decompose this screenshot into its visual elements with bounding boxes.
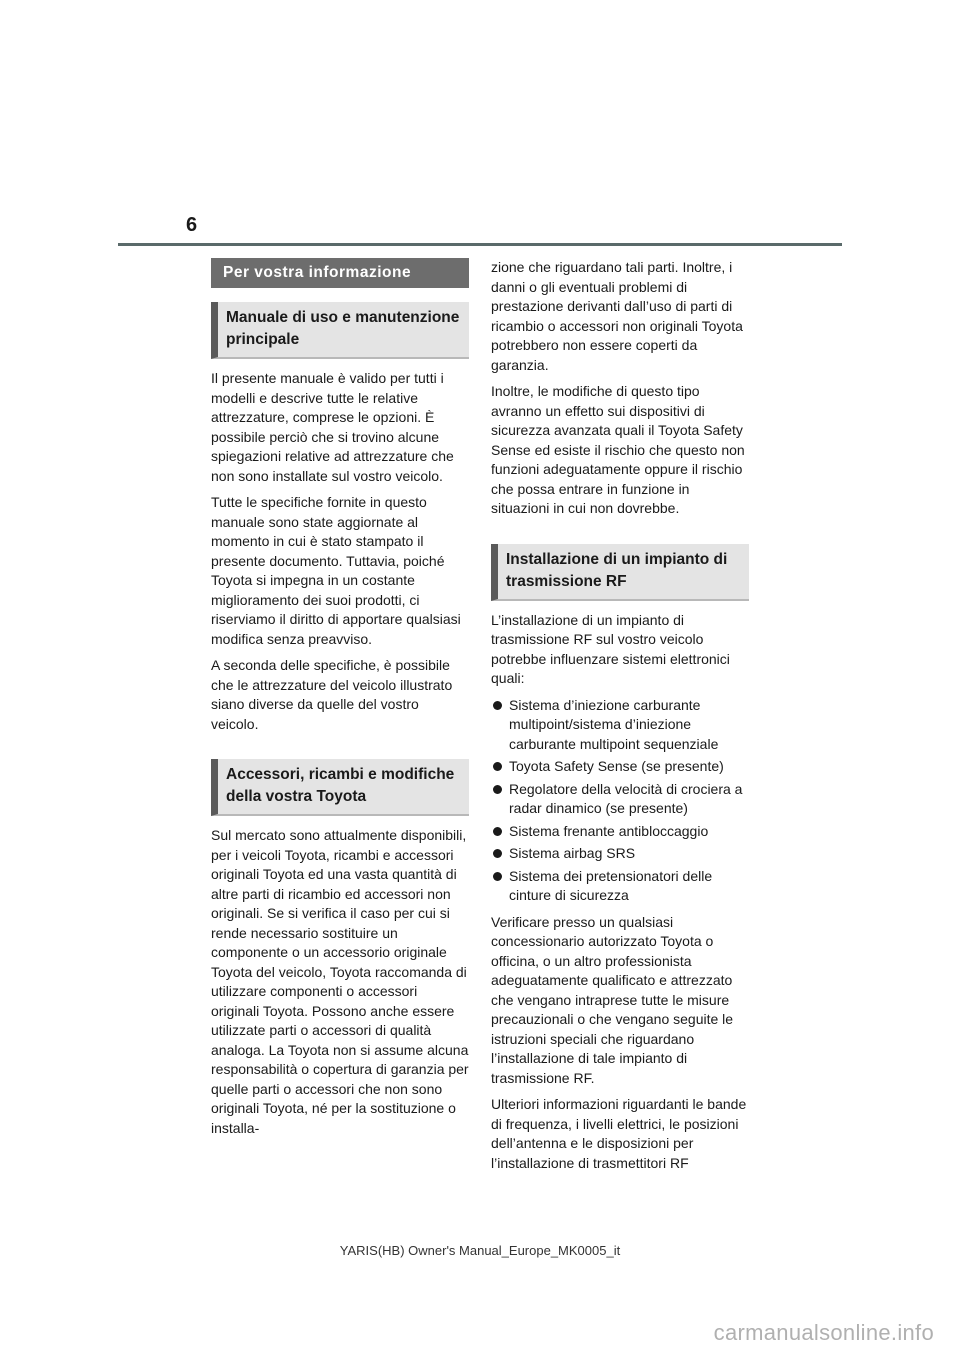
right-column: [491, 258, 749, 1180]
bullet-icon: [493, 785, 502, 794]
subheading-manuale: Manuale di uso e manutenzione principale: [211, 302, 469, 359]
section-banner: Per vostra informazione: [211, 258, 469, 288]
subheading-accessori: Accessori, ricambi e modifiche della vostra Toyota: [211, 759, 469, 816]
left-column: [211, 258, 469, 1145]
bullet-icon: [493, 827, 502, 836]
list-item: [491, 696, 749, 755]
list-item: [491, 844, 749, 864]
bullet-list: [491, 696, 749, 906]
list-item-text: Sistema dei pretensionatori delle cinture di sicurezza: [509, 867, 713, 903]
watermark: carmanualsonline.info: [713, 1320, 934, 1345]
bullet-icon: [493, 701, 502, 710]
header-rule: [118, 243, 842, 246]
paragraph: Ulteriori informazioni riguardanti le bande di frequenza, i livelli elettrici, le posizioni dell’antenna e le disposizioni per l’installazione di trasmettitori RF: [491, 1096, 747, 1171]
footer-manual-id: YARIS(HB) Owner's Manual_Europe_MK0005_it: [339, 1243, 621, 1258]
paragraph: L’installazione di un impianto di trasmissione RF sul vostro veicolo potrebbe influenzare sistemi elettronici quali:: [491, 611, 730, 686]
paragraph: Tutte le specifiche fornite in questo manuale sono state aggiornate al momento in cui è stato stampato il presente documento. Tuttavia, poiché Toyota si impegna in un costante miglioramento dei suoi prodotti, ci riserviamo il diritto di apportare qualsiasi modifica senza preavviso.: [211, 494, 461, 647]
subheading-installazione-rf: Installazione di un impianto di trasmissione RF: [491, 544, 749, 601]
paragraph: A seconda delle specifiche, è possibile che le attrezzature del veicolo illustrato siano diverse da quelle del vostro veicolo.: [211, 657, 453, 732]
paragraph: Inoltre, le modifiche di questo tipo avranno un effetto sui dispositivi di sicurezza avanzata quali il Toyota Safety Sense ed esiste il rischio che questo non funzioni adeguatamente oppure il rischio che possa entrare in funzione in situazioni in cui non dovrebbe.: [491, 383, 745, 516]
paragraph: zione che riguardano tali parti. Inoltre, i danni o gli eventuali problemi di prestazione derivanti dall’uso di parti di ricambio o accessori non originali Toyota potrebbero non essere coperti da garanzia.: [491, 259, 743, 373]
bullet-icon: [493, 872, 502, 881]
paragraph: Il presente manuale è valido per tutti i modelli e descrive tutte le relative attrezzature, comprese le opzioni. È possibile perciò che si trovino alcune spiegazioni relative ad attrezzature che non sono installate sul vostro veicolo.: [211, 370, 454, 484]
list-item-text: Sistema frenante antibloccaggio: [509, 822, 709, 839]
list-item: [491, 822, 749, 842]
list-item-text: Sistema airbag SRS: [509, 845, 636, 861]
list-item: [491, 867, 749, 906]
paragraph: Sul mercato sono attualmente disponibili, per i veicoli Toyota, ricambi e accessori originali Toyota ed una vasta quantità di altre parti di ricambio ed accessori non originali. Se si verifica il caso per cui si rende necessario sostituire un componente o un accessorio originale Toyota del veicolo, Toyota raccomanda di utilizzare componenti o accessori originali Toyota. Possono anche essere utilizzate parti o accessori di qualità analoga. La Toyota non si assume alcuna responsabilità o copertura di garanzia per quelle parti o accessori che non sono originali Toyota, né per la sostituzione o installa-: [211, 827, 469, 1136]
list-item-text: Toyota Safety Sense (se presente): [509, 758, 724, 774]
list-item: [491, 757, 749, 777]
paragraph: Verificare presso un qualsiasi concessionario autorizzato Toyota o officina, o un altro professionista adeguatamente qualificato e attrezzato che vengano intraprese tutte le misure precauzionali o che vengano seguite le istruzioni speciali che riguardano l’installazione di tale impianto di trasmissione RF.: [491, 913, 734, 1086]
bullet-icon: [493, 762, 502, 771]
list-item: [491, 780, 749, 819]
list-item-text: Sistema d’iniezione carburante multipoint/sistema d’iniezione carburante multipoint sequenziale: [509, 696, 719, 752]
list-item-text: Regolatore della velocità di crociera a radar dinamico (se presente): [509, 780, 743, 816]
page-number: 6: [186, 214, 198, 236]
bullet-icon: [493, 849, 502, 858]
